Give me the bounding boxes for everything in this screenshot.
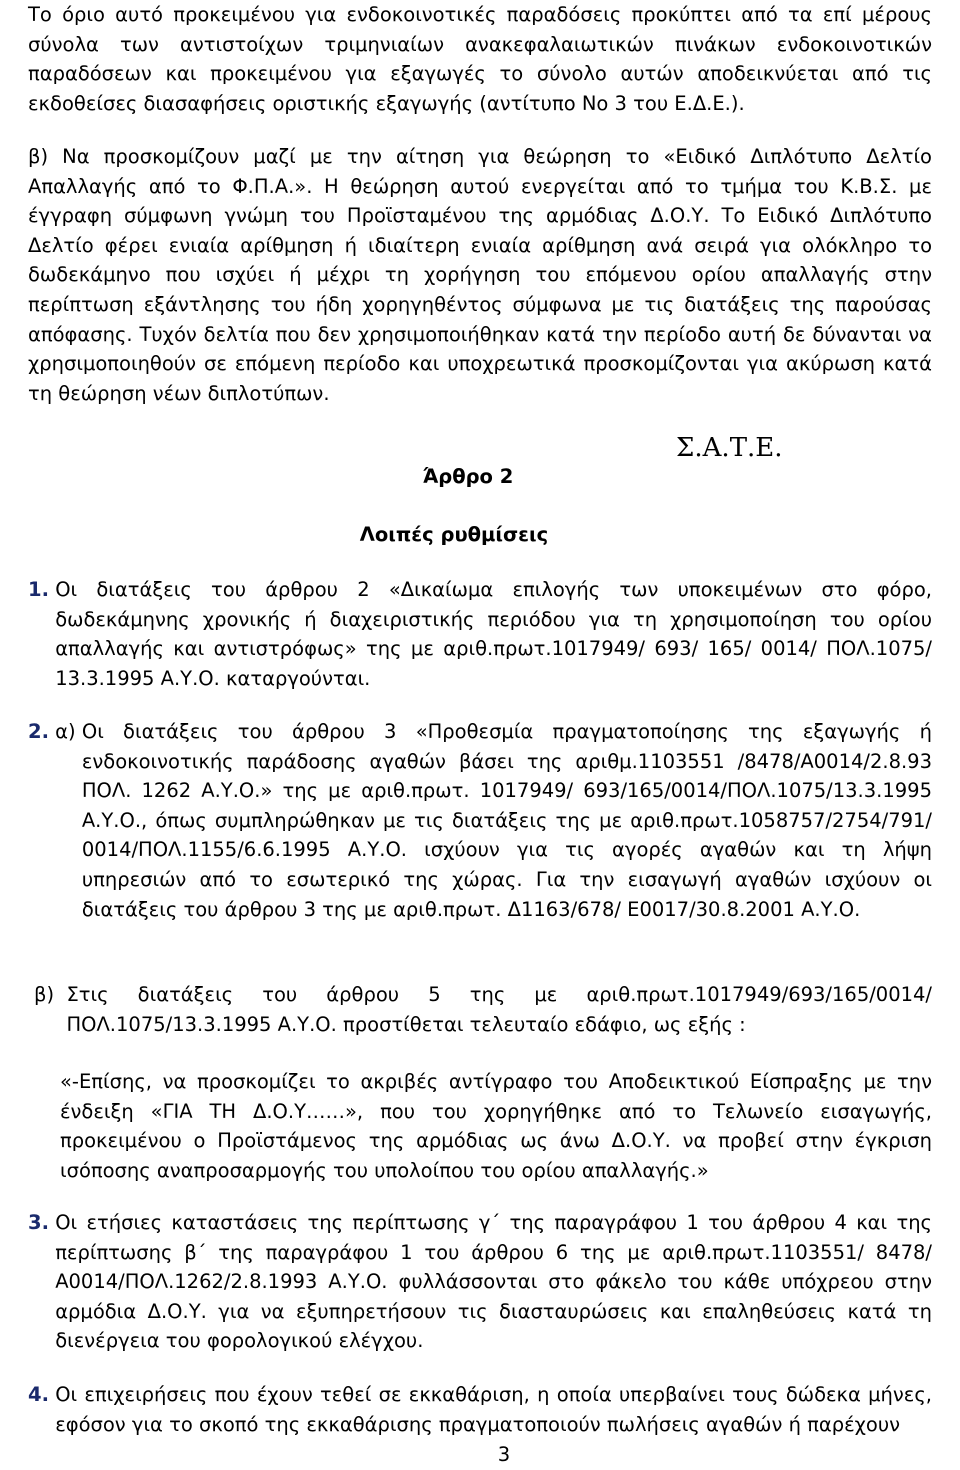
- stamp-mark: Σ.Α.Τ.Ε.: [676, 433, 783, 463]
- section-4-number: 4.: [28, 1383, 49, 1406]
- section-2b: [34, 980, 932, 1039]
- section-2-number: 2.: [28, 720, 49, 743]
- section-4: [28, 1380, 932, 1439]
- section-3-text: Οι ετήσιες καταστάσεις της περίπτωσης γ΄ της παραγράφου 1 του άρθρου 4 και της περίπτωσης β΄ της παραγράφου 1 του άρθρου 6 της με αριθ.πρωτ.1103551/ 8478/Α0014/ΠΟΛ.1262/2.8.1993 Α.Υ.Ο. φυλλάσσονται στο φάκελο του κάθε υπόχρεου στην αρμόδια Δ.Ο.Υ. για να εξυπηρετήσουν τις διασταυρώσεις και επαληθεύσεις κατά τη διενέργεια του φορολογικού ελέγχου.: [55, 1211, 932, 1353]
- document-page: [28, 0, 932, 1470]
- page-number: 3: [497, 1443, 511, 1466]
- section-2b-text: Στις διατάξεις του άρθρου 5 της με αριθ.πρωτ.1017949/693/165/0014/ ΠΟΛ.1075/13.3.1995 Α.Υ.Ο. προστίθεται τελευταίο εδάφιο, ως εξής :: [66, 983, 932, 1036]
- section-2a-text: Οι διατάξεις του άρθρου 3 «Προθεσμία πραγματοποίησης της εξαγωγής ή ενδοκοινοτικής παράδοσης αγαθών βάσει της αριθμ.1103551 /8478/Α0014/2.8.93 ΠΟΛ. 1262 Α.Υ.Ο.» της με αριθ.πρωτ. 1017949/ 693/165/0014/ΠΟΛ.1075/13.3.1995 Α.Υ.Ο., όπως συμπληρώθηκαν με τις διατάξεις της με αριθ.πρωτ.1058757/2754/791/ 0014/ΠΟΛ.1155/6.6.1995 Α.Υ.Ο. ισχύουν για τις αγορές αγαθών και τη λήψη υπηρεσιών από το εσωτερικό της χώρας. Για την εισαγωγή αγαθών ισχύουν οι διατάξεις του άρθρου 3 της με αριθ.πρωτ. Δ1163/678/ Ε0017/30.8.2001 Α.Υ.Ο.: [81, 720, 932, 921]
- section-3: [28, 1208, 932, 1356]
- paragraph-b-special-duplicate: β) Να προσκομίζουν μαζί με την αίτηση για θεώρηση το «Ειδικό Διπλότυπο Δελτίο Απαλλαγής από το Φ.Π.Α.». Η θεώρηση αυτού ενεργείται από το τμήμα του Κ.Β.Σ. με έγγραφη σύμφωνη γνώμη του Προϊσταμένου της αρμόδιας Δ.Ο.Υ. Το Ειδικό Διπλότυπο Δελτίο φέρει ενιαία αρίθμηση ή ιδιαίτερη ενιαία αρίθμηση ανά σειρά για ολόκληρο το δωδεκάμηνο που ισχύει ή μέχρι τη χορήγηση του επόμενου ορίου απαλλαγής στην περίπτωση εξάντλησης του ήδη χορηγηθέντος σύμφωνα με τις διατάξεις της παρούσας απόφασης. Τυχόν δελτία που δεν χρησιμοποιήθηκαν κατά την περίοδο αυτή δε δύνανται να χρησιμοποιηθούν σε επόμενη περίοδο και υποχρεωτικά προσκομίζονται για ακύρωση κατά τη θεώρηση νέων διπλοτύπων.: [28, 145, 932, 405]
- article-title: Άρθρο 2: [422, 465, 514, 488]
- section-4-text: Οι επιχειρήσεις που έχουν τεθεί σε εκκαθάριση, η οποία υπερβαίνει τους δώδεκα μήνες, εφόσον για το σκοπό της εκκαθάρισης πραγματοποιούν πωλήσεις αγαθών ή παρέχουν: [55, 1383, 932, 1436]
- section-2b-label: β): [34, 983, 67, 1006]
- section-1-text: Οι διατάξεις του άρθρου 2 «Δικαίωμα επιλογής των υποκειμένων στο φόρο, δωδεκάμηνης χρονικής ή διαχειριστικής περιόδου για τη χρησιμοποίηση του ορίου απαλλαγής και αντιστρόφως» της με αριθ.πρωτ.1017949/ 693/ 165/ 0014/ ΠΟΛ.1075/ 13.3.1995 Α.Υ.Ο. καταργούνται.: [55, 578, 932, 690]
- article-subtitle: Λοιπές ρυθμίσεις: [359, 523, 549, 546]
- section-2a: [28, 717, 932, 924]
- section-2a-label: α): [48, 720, 82, 743]
- paragraph-limit-intro: Το όριο αυτό προκειμένου για ενδοκοινοτικές παραδόσεις προκύπτει από τα επί μέρους σύνολα των αντιστοίχων τριμηνιαίων ανακεφαλαιωτικών πινάκων ενδοκοινοτικών παραδόσεων και προκειμένου για εξαγωγές το σύνολο αυτών αποδεικνύεται από τις εκδοθείσες διασαφήσεις οριστικής εξαγωγής (αντίτυπο Νο 3 του Ε.Δ.Ε.).: [28, 3, 932, 115]
- section-1-number: 1.: [28, 578, 49, 601]
- section-3-number: 3.: [28, 1211, 49, 1234]
- section-1: [28, 575, 932, 693]
- section-2b-quote: «-Επίσης, να προσκομίζει το ακριβές αντίγραφο του Αποδεικτικού Είσπραξης με την ένδειξη «ΓΙΑ ΤΗ Δ.Ο.Υ……», που του χορηγήθηκε από το Τελωνείο εισαγωγής, προκειμένου ο Προϊστάμενος της αρμόδιας ως άνω Δ.Ο.Υ. να προβεί στην έγκριση ισόποσης αναπροσαρμογής του υπολοίπου του ορίου απαλλαγής.»: [60, 1070, 932, 1182]
